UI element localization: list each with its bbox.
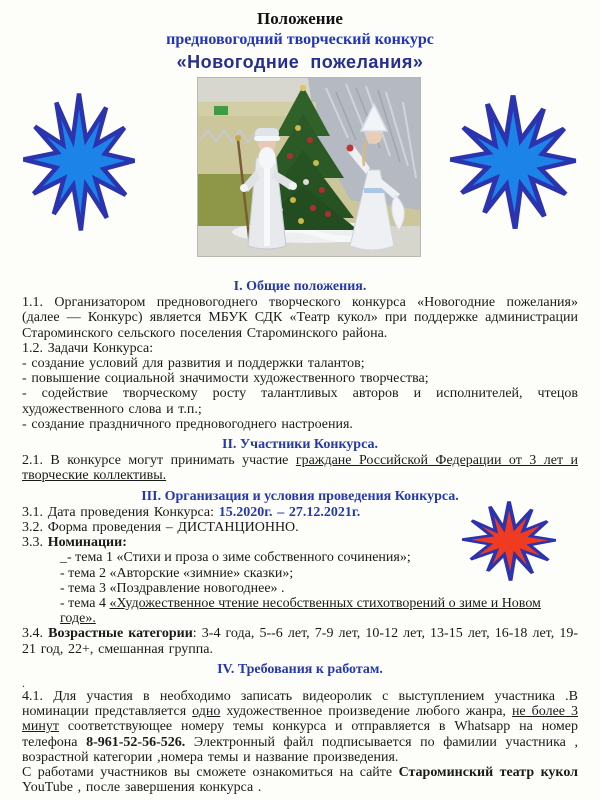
theme-item-3: - тема 3 «Поздравление новогоднее» . <box>60 580 285 596</box>
task-item-1: - создание условий для развития и поддержки талантов; <box>22 356 365 372</box>
text-run: Электронный файл подписывается по фамилии участника , возрастной категории ,номера темы и название произведения. <box>22 734 578 765</box>
task-item-4: - создание праздничного предновогоднего настроения. <box>22 416 353 432</box>
theme-item-4 <box>22 596 578 626</box>
site-name: Староминский театр кукол <box>398 765 578 781</box>
text-run: : 3-4 года, 5--6 лет, 7-9 лет, 10-12 лет, 13-15 лет, 16-18 лет, 19-21 год, 22+, смешанная группа. <box>22 626 578 657</box>
contest-dates: 15.2020г. – 27.12.2021г. <box>218 504 361 520</box>
task-item-3: - содействие творческому росту талантливых авторов и исполнителей, чтецов художественного слова и т.п.; <box>22 386 578 417</box>
section-2-heading: II. Участники Конкурса. <box>222 437 378 453</box>
text-run: 2.1. В конкурсе могут принимать участие <box>22 453 296 469</box>
paragraph-4-2 <box>22 765 578 795</box>
text-run: 3.3. <box>22 535 48 551</box>
bold-text-run: Номинации: <box>47 535 127 551</box>
blue-starburst-right-icon <box>442 88 584 236</box>
underlined-text-run: граждане Российской Федерации от 3 лет и творческие коллективы. <box>22 453 578 484</box>
red-starburst-icon <box>456 497 562 585</box>
document-header <box>0 0 600 74</box>
blue-starburst-left-icon <box>16 86 142 238</box>
text-run: соответствующее номеру темы конкурса и отправляется в Whatsapp на номер телефона <box>22 719 578 750</box>
page-title: Положение <box>257 9 343 28</box>
paragraph-3-2: 3.2. Форма проведения – ДИСТАНЦИОННО. <box>22 520 299 536</box>
theme-item-2: - тема 2 «Авторские «зимние» сказки»; <box>60 565 294 581</box>
phone-number: 8-961-52-56-526. <box>86 734 186 750</box>
paragraph-3-4 <box>22 626 578 656</box>
paragraph-1-2: 1.2. Задачи Конкурса: <box>22 340 154 356</box>
paragraph-1-1: 1.1. Организатором предновогоднего творческого конкурса «Новогодние пожелания» (далее — Конкурс) является МБУК СДК «Театр кукол» при поддержке администрации Староминского сельского поселения Староминского района. <box>22 295 578 341</box>
text-run: YouTube , после завершения конкурса . <box>22 780 262 796</box>
paragraph-4-1 <box>22 689 578 765</box>
contest-type-subtitle: предновогодний творческий конкурс <box>166 31 434 48</box>
section-4-heading: IV. Требования к работам. <box>217 661 383 677</box>
contest-photo <box>198 78 420 256</box>
paragraph-2-1 <box>22 453 578 483</box>
photo-scene <box>198 78 420 256</box>
text-run: - тема 4 <box>60 596 110 612</box>
hero-area <box>0 74 600 268</box>
text-run: С работами участников вы сможете ознакомиться на сайте <box>22 765 399 781</box>
bold-text-run: Возрастные категории <box>48 626 193 642</box>
text-run: 3.1. Дата проведения Конкурса: <box>22 504 219 520</box>
text-run: 3.4. <box>22 626 49 642</box>
stray-dot: . <box>22 676 25 691</box>
text-run: художественное произведение любого жанра, <box>220 704 512 720</box>
section-1-heading: I. Общие положения. <box>233 279 367 294</box>
text-run: 4.1. Для участия в необходимо записать видеоролик с выступлением участника .В номинации представляется <box>22 689 578 720</box>
theme-item-1: _- тема 1 «Стихи и проза о зиме собственного сочинения»; <box>60 550 411 566</box>
underlined-text-run: одно <box>192 704 221 720</box>
task-item-2: - повышение социальной значимости художественного творчества; <box>22 371 429 387</box>
section-3-heading: III. Организация и условия проведения Конкурса. <box>141 488 459 504</box>
underlined-text-run: не более 3 минут <box>22 704 579 735</box>
contest-name-title: «Новогодние пожелания» <box>176 52 424 72</box>
underlined-text-run: «Художественное чтение несобственных стихотворений о зиме и Новом годе». <box>60 596 541 627</box>
